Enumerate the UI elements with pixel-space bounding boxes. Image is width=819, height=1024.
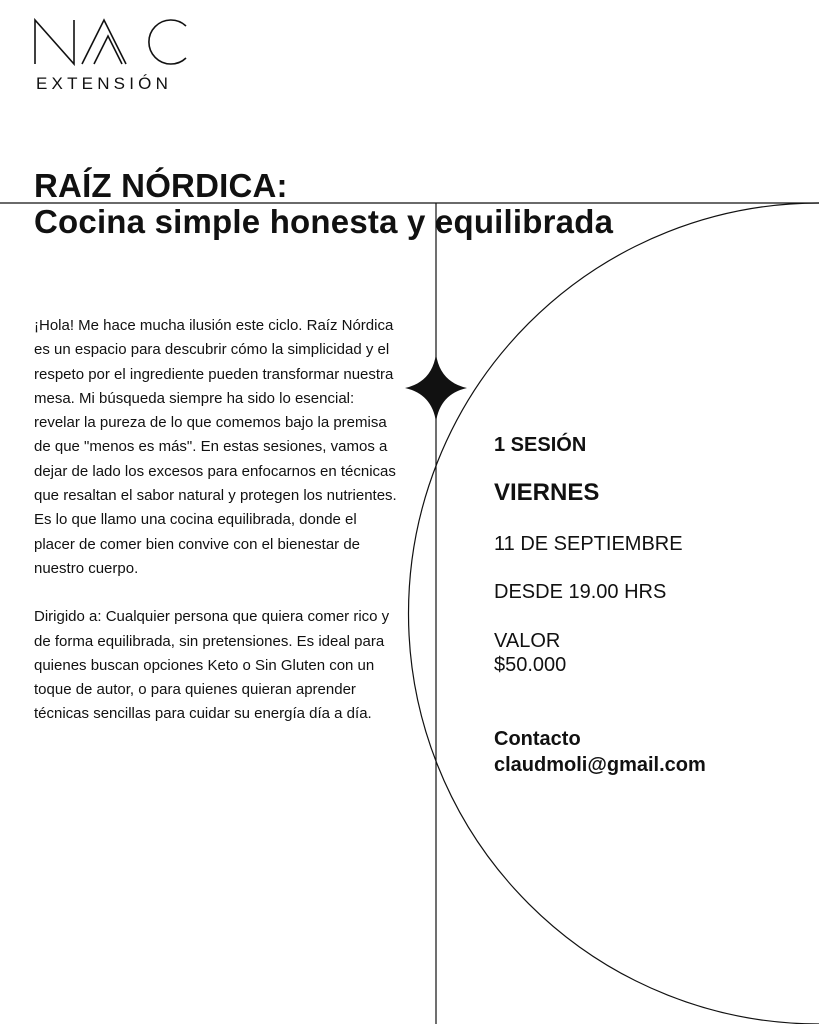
- contact-email[interactable]: claudmoli@gmail.com: [494, 754, 706, 776]
- contact-block: [494, 726, 706, 778]
- event-time: DESDE 19.00 HRS: [494, 581, 667, 603]
- price-block: [494, 629, 566, 677]
- audience-paragraph: Dirigido a: Cualquier persona que quiera comer rico y de forma equilibrada, sin pretensiones. Es ideal para quienes buscan opciones Keto o Sin Gluten con un toque de autor, o para quienes quieran aprender técnicas sencillas para cuidar su energía día a día.: [34, 608, 390, 723]
- brand-subtitle: EXTENSIÓN: [36, 74, 173, 93]
- event-date: 11 DE SEPTIEMBRE: [494, 533, 683, 555]
- semicircle-arc: [409, 203, 819, 1024]
- intro-paragraph: ¡Hola! Me hace mucha ilusión este ciclo. Raíz Nórdica es un espacio para descubrir cómo la simplicidad y el respeto por el ingrediente pueden transformar nuestra mesa. Mi búsqueda siempre ha sido lo esencial: revelar la pureza de lo que comemos bajo la premisa de que "menos es más". En estas sesiones, vamos a dejar de lado los excesos para enfocarnos en técnicas que resaltan el sabor natural y protegen los nutrientes. Es lo que llamo una cocina equilibrada, donde el placer de comer bien convive con el bienestar de nuestro cuerpo.: [34, 317, 397, 577]
- price-value: $50.000: [494, 654, 567, 676]
- title-line-2: Cocina simple honesta y equilibrada: [34, 203, 614, 240]
- four-point-star-icon: [405, 354, 467, 422]
- description: [34, 314, 399, 727]
- title-line-1: RAÍZ NÓRDICA:: [34, 167, 288, 204]
- brand-logo: [34, 18, 194, 66]
- contact-label: Contacto: [494, 728, 581, 750]
- sessions-count: 1 SESIÓN: [494, 434, 587, 456]
- page-title: [34, 168, 613, 240]
- event-day: VIERNES: [494, 479, 600, 506]
- nac-logo-mark: [34, 18, 188, 66]
- price-label: VALOR: [494, 630, 561, 652]
